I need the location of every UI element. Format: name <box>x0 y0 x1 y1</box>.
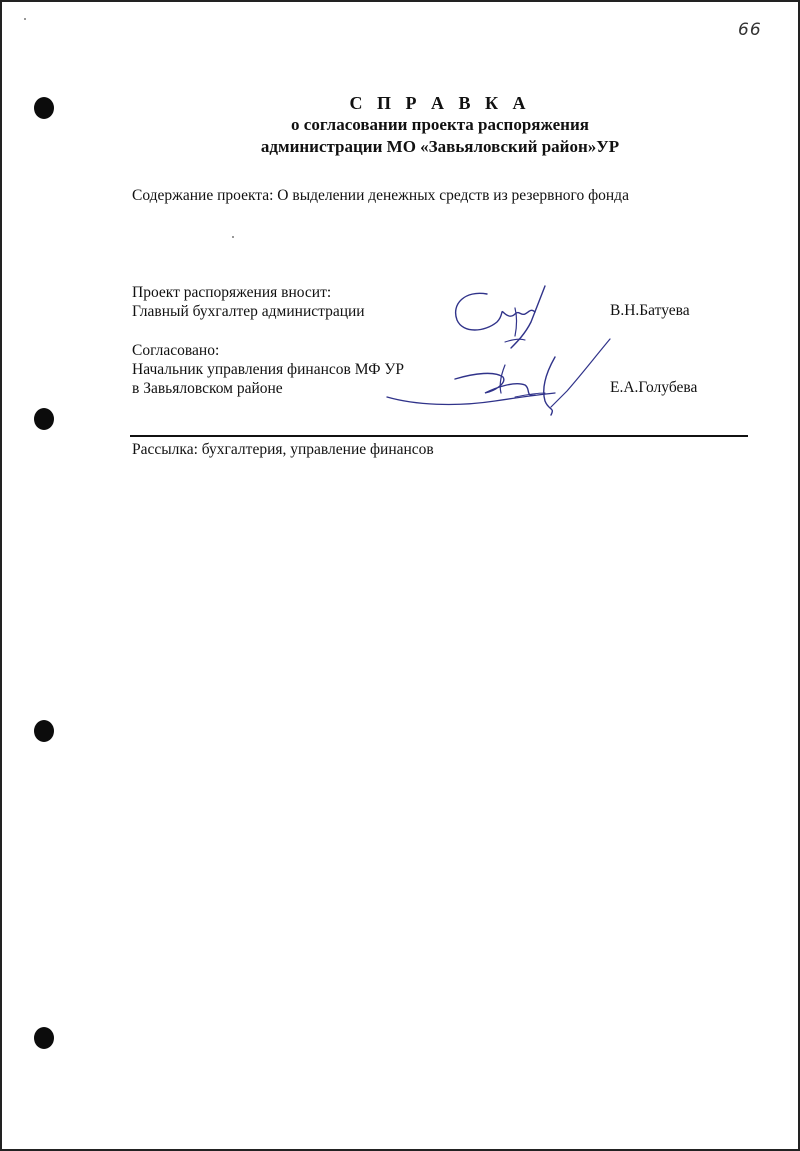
approval-position-line2: в Завьяловском районе <box>132 380 283 397</box>
project-content: Содержание проекта: О выделении денежных средств из резервного фонда <box>132 187 629 204</box>
approval-name: Е.А.Голубева <box>610 379 698 396</box>
scan-speck <box>24 18 26 20</box>
submitter-intro: Проект распоряжения вносит: <box>132 284 332 301</box>
approval-signature <box>385 335 615 420</box>
page-number: 66 <box>738 20 762 40</box>
approval-position-line1: Начальник управления финансов МФ УР <box>132 361 404 378</box>
punch-hole <box>34 408 54 430</box>
scan-border-top <box>0 0 800 2</box>
submitter-name: В.Н.Батуева <box>610 302 690 319</box>
distribution-list: Рассылка: бухгалтерия, управление финансов <box>132 441 434 458</box>
scan-border-left <box>0 0 2 1151</box>
submitter-position: Главный бухгалтер администрации <box>132 303 365 320</box>
punch-hole <box>34 720 54 742</box>
punch-hole <box>34 97 54 119</box>
approval-intro: Согласовано: <box>132 342 220 359</box>
scan-speck <box>232 236 234 238</box>
document-title: С П Р А В К А <box>349 93 531 113</box>
document-subtitle-line1: о согласовании проекта распоряжения <box>291 115 589 134</box>
document-header <box>130 92 750 158</box>
punch-hole <box>34 1027 54 1049</box>
separator-rule <box>130 435 748 437</box>
document-subtitle-line2: администрации МО «Завьяловский район»УР <box>260 137 620 156</box>
